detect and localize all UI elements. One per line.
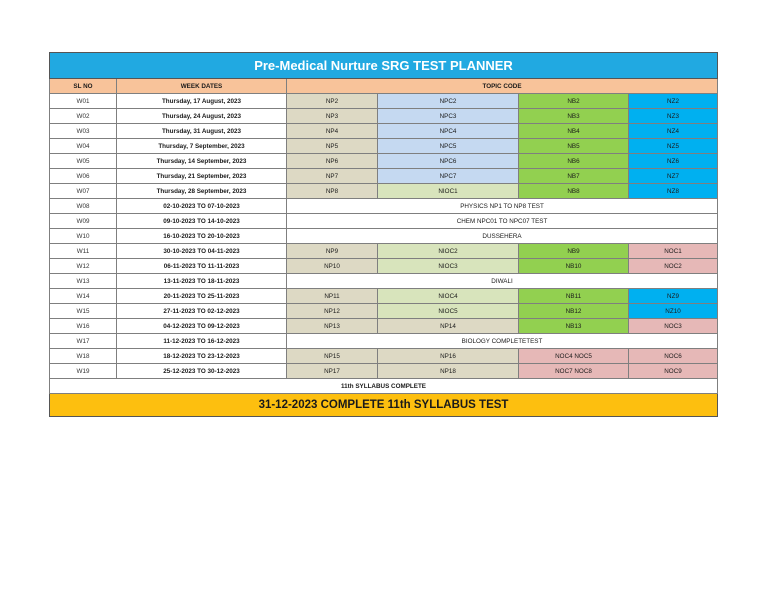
sl-no-cell: W02 bbox=[50, 109, 117, 124]
topic-code-cell: NPC5 bbox=[378, 139, 519, 154]
header-topic-code: TOPIC CODE bbox=[287, 79, 718, 94]
sl-no-cell: W18 bbox=[50, 349, 117, 364]
topic-code-cell: NOC3 bbox=[629, 319, 718, 334]
week-dates-cell: 11-12-2023 TO 16-12-2023 bbox=[117, 334, 287, 349]
topic-code-cell: NIOC5 bbox=[378, 304, 519, 319]
planner-title: Pre-Medical Nurture SRG TEST PLANNER bbox=[50, 53, 718, 79]
topic-code-cell: NPC6 bbox=[378, 154, 519, 169]
table-row bbox=[50, 364, 718, 379]
week-dates-cell: 18-12-2023 TO 23-12-2023 bbox=[117, 349, 287, 364]
week-dates-cell: Thursday, 24 August, 2023 bbox=[117, 109, 287, 124]
topic-code-cell: NZ10 bbox=[629, 304, 718, 319]
topic-code-cell: NOC4 NOC5 bbox=[519, 349, 629, 364]
test-event-cell: PHYSICS NP1 TO NP8 TEST bbox=[287, 199, 718, 214]
sl-no-cell: W05 bbox=[50, 154, 117, 169]
topic-code-cell: NP6 bbox=[287, 154, 378, 169]
topic-code-cell: NP18 bbox=[378, 364, 519, 379]
table-row bbox=[50, 214, 718, 229]
table-row bbox=[50, 349, 718, 364]
week-dates-cell: Thursday, 31 August, 2023 bbox=[117, 124, 287, 139]
header-week-dates: WEEK DATES bbox=[117, 79, 287, 94]
topic-code-cell: NZ4 bbox=[629, 124, 718, 139]
topic-code-cell: NP8 bbox=[287, 184, 378, 199]
topic-code-cell: NB12 bbox=[519, 304, 629, 319]
topic-code-cell: NZ6 bbox=[629, 154, 718, 169]
table-row bbox=[50, 94, 718, 109]
week-dates-cell: Thursday, 7 September, 2023 bbox=[117, 139, 287, 154]
topic-code-cell: NIOC4 bbox=[378, 289, 519, 304]
footer-row bbox=[50, 394, 718, 417]
topic-code-cell: NZ8 bbox=[629, 184, 718, 199]
topic-code-cell: NP17 bbox=[287, 364, 378, 379]
header-sl-no: SL NO bbox=[50, 79, 117, 94]
test-event-cell: BIOLOGY COMPLETETEST bbox=[287, 334, 718, 349]
sl-no-cell: W08 bbox=[50, 199, 117, 214]
topic-code-cell: NB13 bbox=[519, 319, 629, 334]
topic-code-cell: NP4 bbox=[287, 124, 378, 139]
topic-code-cell: NIOC1 bbox=[378, 184, 519, 199]
topic-code-cell: NP7 bbox=[287, 169, 378, 184]
sl-no-cell: W09 bbox=[50, 214, 117, 229]
sl-no-cell: W04 bbox=[50, 139, 117, 154]
week-dates-cell: 30-10-2023 TO 04-11-2023 bbox=[117, 244, 287, 259]
topic-code-cell: NB2 bbox=[519, 94, 629, 109]
topic-code-cell: NZ5 bbox=[629, 139, 718, 154]
topic-code-cell: NZ7 bbox=[629, 169, 718, 184]
topic-code-cell: NZ2 bbox=[629, 94, 718, 109]
sl-no-cell: W10 bbox=[50, 229, 117, 244]
table-row bbox=[50, 169, 718, 184]
topic-code-cell: NIOC2 bbox=[378, 244, 519, 259]
topic-code-cell: NPC2 bbox=[378, 94, 519, 109]
topic-code-cell: NPC4 bbox=[378, 124, 519, 139]
table-row bbox=[50, 319, 718, 334]
topic-code-cell: NP3 bbox=[287, 109, 378, 124]
topic-code-cell: NOC7 NOC8 bbox=[519, 364, 629, 379]
sl-no-cell: W15 bbox=[50, 304, 117, 319]
topic-code-cell: NP14 bbox=[378, 319, 519, 334]
week-dates-cell: 16-10-2023 TO 20-10-2023 bbox=[117, 229, 287, 244]
sl-no-cell: W19 bbox=[50, 364, 117, 379]
table-row bbox=[50, 109, 718, 124]
table-row bbox=[50, 199, 718, 214]
week-dates-cell: Thursday, 17 August, 2023 bbox=[117, 94, 287, 109]
title-row bbox=[50, 53, 718, 79]
topic-code-cell: NB5 bbox=[519, 139, 629, 154]
topic-code-cell: NPC3 bbox=[378, 109, 519, 124]
week-dates-cell: 27-11-2023 TO 02-12-2023 bbox=[117, 304, 287, 319]
table-row bbox=[50, 184, 718, 199]
syllabus-note-row bbox=[50, 379, 718, 394]
topic-code-cell: NP13 bbox=[287, 319, 378, 334]
table-row bbox=[50, 334, 718, 349]
topic-code-cell: NOC9 bbox=[629, 364, 718, 379]
table-row bbox=[50, 139, 718, 154]
topic-code-cell: NP11 bbox=[287, 289, 378, 304]
test-event-cell: DIWALI bbox=[287, 274, 718, 289]
table-row bbox=[50, 154, 718, 169]
sl-no-cell: W07 bbox=[50, 184, 117, 199]
topic-code-cell: NZ3 bbox=[629, 109, 718, 124]
header-row bbox=[50, 79, 718, 94]
week-dates-cell: Thursday, 28 September, 2023 bbox=[117, 184, 287, 199]
topic-code-cell: NB4 bbox=[519, 124, 629, 139]
topic-code-cell: NIOC3 bbox=[378, 259, 519, 274]
week-dates-cell: Thursday, 14 September, 2023 bbox=[117, 154, 287, 169]
sl-no-cell: W06 bbox=[50, 169, 117, 184]
table-row bbox=[50, 229, 718, 244]
topic-code-cell: NP16 bbox=[378, 349, 519, 364]
sl-no-cell: W12 bbox=[50, 259, 117, 274]
week-dates-cell: Thursday, 21 September, 2023 bbox=[117, 169, 287, 184]
week-dates-cell: 04-12-2023 TO 09-12-2023 bbox=[117, 319, 287, 334]
table-row bbox=[50, 289, 718, 304]
topic-code-cell: NB10 bbox=[519, 259, 629, 274]
sl-no-cell: W01 bbox=[50, 94, 117, 109]
table-row bbox=[50, 304, 718, 319]
week-dates-cell: 02-10-2023 TO 07-10-2023 bbox=[117, 199, 287, 214]
test-event-cell: DUSSEHERA bbox=[287, 229, 718, 244]
week-dates-cell: 25-12-2023 TO 30-12-2023 bbox=[117, 364, 287, 379]
topic-code-cell: NP5 bbox=[287, 139, 378, 154]
table-row bbox=[50, 259, 718, 274]
topic-code-cell: NB7 bbox=[519, 169, 629, 184]
sl-no-cell: W03 bbox=[50, 124, 117, 139]
topic-code-cell: NB9 bbox=[519, 244, 629, 259]
topic-code-cell: NOC6 bbox=[629, 349, 718, 364]
week-dates-cell: 09-10-2023 TO 14-10-2023 bbox=[117, 214, 287, 229]
test-event-cell: CHEM NPC01 TO NPC07 TEST bbox=[287, 214, 718, 229]
topic-code-cell: NB11 bbox=[519, 289, 629, 304]
topic-code-cell: NOC2 bbox=[629, 259, 718, 274]
sl-no-cell: W13 bbox=[50, 274, 117, 289]
week-dates-cell: 20-11-2023 TO 25-11-2023 bbox=[117, 289, 287, 304]
topic-code-cell: NP15 bbox=[287, 349, 378, 364]
sl-no-cell: W17 bbox=[50, 334, 117, 349]
topic-code-cell: NP2 bbox=[287, 94, 378, 109]
topic-code-cell: NB3 bbox=[519, 109, 629, 124]
sl-no-cell: W11 bbox=[50, 244, 117, 259]
topic-code-cell: NOC1 bbox=[629, 244, 718, 259]
week-dates-cell: 13-11-2023 TO 18-11-2023 bbox=[117, 274, 287, 289]
week-dates-cell: 06-11-2023 TO 11-11-2023 bbox=[117, 259, 287, 274]
table-row bbox=[50, 274, 718, 289]
table-row bbox=[50, 124, 718, 139]
test-planner-table bbox=[49, 52, 718, 417]
topic-code-cell: NP9 bbox=[287, 244, 378, 259]
topic-code-cell: NB6 bbox=[519, 154, 629, 169]
topic-code-cell: NZ9 bbox=[629, 289, 718, 304]
topic-code-cell: NPC7 bbox=[378, 169, 519, 184]
table-row bbox=[50, 244, 718, 259]
syllabus-complete-note: 11th SYLLABUS COMPLETE bbox=[50, 379, 718, 394]
sl-no-cell: W16 bbox=[50, 319, 117, 334]
final-test-banner: 31-12-2023 COMPLETE 11th SYLLABUS TEST bbox=[50, 394, 718, 417]
topic-code-cell: NP12 bbox=[287, 304, 378, 319]
sl-no-cell: W14 bbox=[50, 289, 117, 304]
topic-code-cell: NP10 bbox=[287, 259, 378, 274]
topic-code-cell: NB8 bbox=[519, 184, 629, 199]
